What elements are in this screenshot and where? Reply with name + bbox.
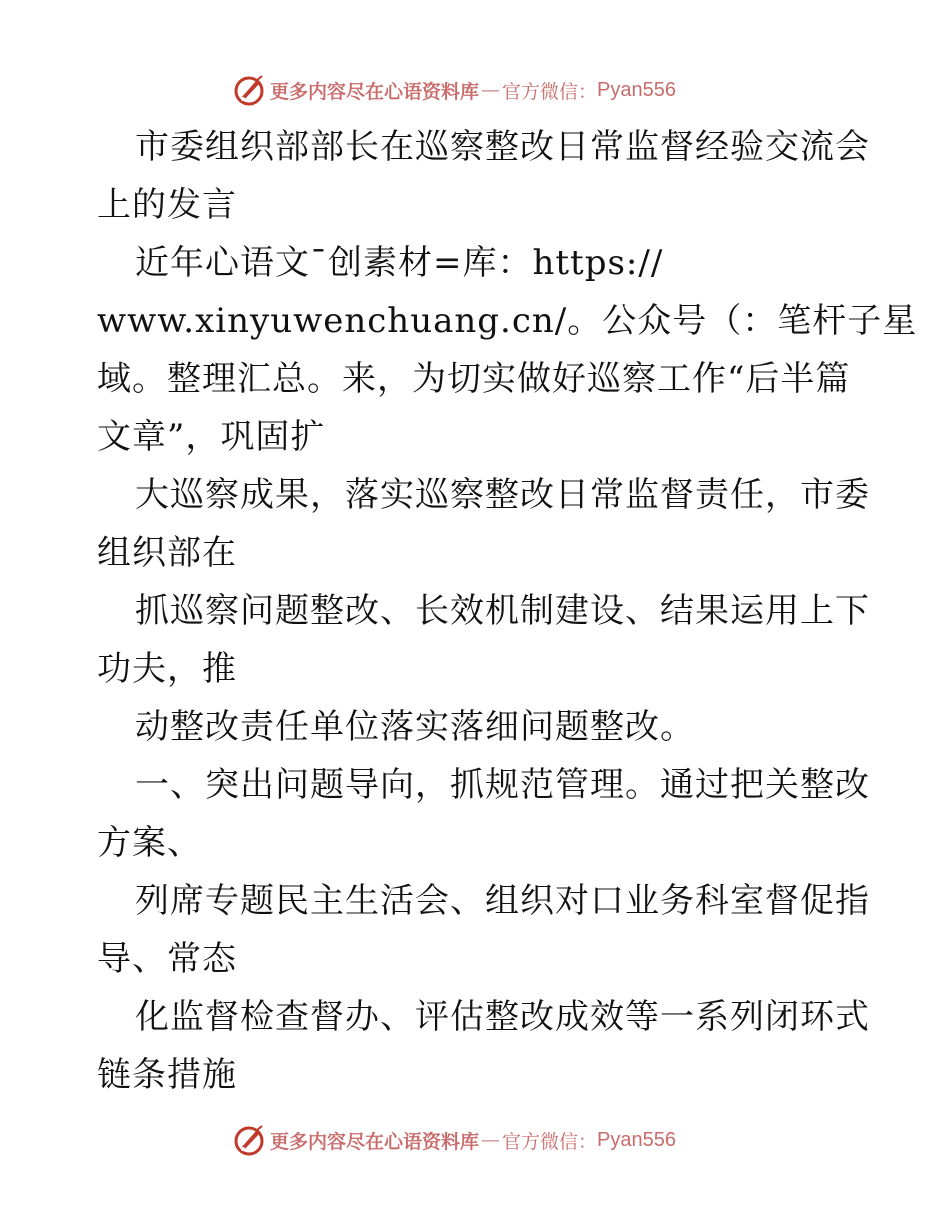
body-text-line: 近年心语文¯创素材=库：https://: [135, 243, 664, 283]
body-text-line: 方案、: [97, 823, 202, 863]
body-text-line: 功夫，推: [97, 649, 237, 689]
quill-logo-icon: [232, 73, 266, 107]
footer-wechat-id: Pyan556: [597, 1128, 676, 1151]
body-text-line: 上的发言: [97, 185, 237, 225]
footer-site-name: 更多内容尽在心语资料库: [270, 1130, 480, 1153]
header-wechat-id: Pyan556: [597, 78, 676, 101]
body-text-line: 抓巡察问题整改、长效机制建设、结果运用上下: [135, 591, 870, 631]
body-text-line: 市委组织部部长在巡察整改日常监督经验交流会: [135, 127, 870, 167]
header-site-name: 更多内容尽在心语资料库: [270, 80, 480, 103]
body-text-line: 动整改责任单位落实落细问题整改。: [135, 707, 695, 747]
body-text-line: 链条措施: [97, 1055, 237, 1095]
body-text-line: www.xinyuwenchuang.cn/。公众号（：笔杆子星: [97, 301, 918, 341]
body-text-line: 列席专题民主生活会、组织对口业务科室督促指: [135, 881, 870, 921]
body-text-line: 域。整理汇总。来，为切实做好巡察工作“后半篇: [97, 359, 851, 399]
body-text-line: 一、突出问题导向，抓规范管理。通过把关整改: [135, 765, 870, 805]
document-body: [97, 118, 918, 1104]
footer-watermark: [232, 1122, 676, 1158]
body-text-line: 化监督检查督办、评估整改成效等一系列闭环式: [135, 997, 870, 1037]
header-dash: —: [481, 79, 501, 101]
quill-logo-icon: [232, 1123, 266, 1157]
body-text-line: 文章”，巩固扩: [97, 417, 326, 457]
footer-dash: —: [481, 1129, 501, 1151]
body-text-line: 组织部在: [97, 533, 237, 573]
header-watermark: [232, 72, 676, 108]
footer-wechat-label: 官方微信：: [502, 1130, 598, 1153]
body-text-line: 导、常态: [97, 939, 237, 979]
header-wechat-label: 官方微信：: [502, 80, 598, 103]
body-text-line: 大巡察成果，落实巡察整改日常监督责任，市委: [135, 475, 870, 515]
